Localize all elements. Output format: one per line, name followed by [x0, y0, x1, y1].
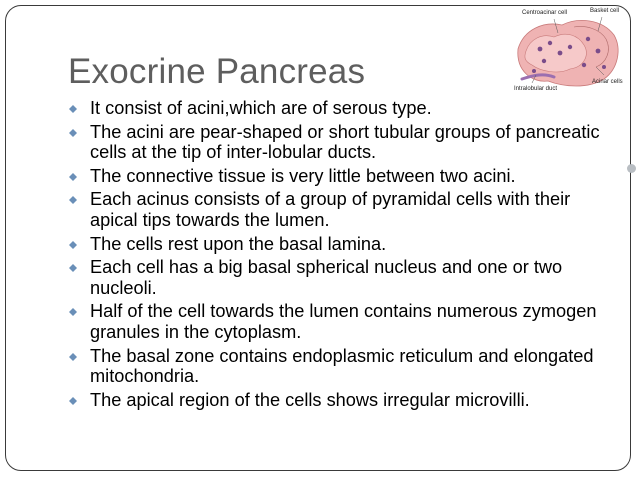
bullet-text: The connective tissue is very little between two acini. — [90, 165, 516, 186]
bullet-item — [68, 98, 608, 119]
diamond-bullet-icon — [69, 241, 77, 249]
diamond-bullet-icon — [69, 173, 77, 181]
bullet-item — [68, 189, 608, 230]
bullet-item — [68, 301, 608, 342]
basket-cell-label: Basket cell — [590, 8, 620, 14]
bullet-list — [68, 98, 608, 413]
centroacinar-cell-label: Centroacinar cell — [522, 10, 568, 16]
bullet-item — [68, 122, 608, 163]
bullet-text: The apical region of the cells shows irregular microvilli. — [90, 389, 530, 410]
acinus-diagram — [514, 9, 624, 93]
bullet-item — [68, 166, 608, 187]
diamond-bullet-icon — [69, 264, 77, 272]
acinar-cells-label: Acinar cells — [592, 79, 623, 85]
bullet-text: Half of the cell towards the lumen contains numerous zymogen granules in the cytoplasm. — [90, 301, 597, 342]
bullet-item — [68, 234, 608, 255]
intralobular-duct-label: Intralobular duct — [514, 86, 558, 92]
diamond-bullet-icon — [69, 129, 77, 137]
diamond-bullet-icon — [69, 397, 77, 405]
bullet-text: Each cell has a big basal spherical nucleus and one or two nucleoli. — [90, 257, 563, 298]
bullet-item — [68, 346, 608, 387]
bullet-text: The basal zone contains endoplasmic reticulum and elongated mitochondria. — [90, 345, 594, 387]
diamond-bullet-icon — [69, 308, 77, 316]
bullet-item — [68, 257, 608, 298]
bullet-text: The acini are pear-shaped or short tubular groups of pancreatic cells at the tip of inter-lobular ducts. — [90, 121, 600, 163]
bullet-text: Each acinus consists of a group of pyramidal cells with their apical tips towards the lumen. — [90, 189, 571, 230]
diamond-bullet-icon — [69, 353, 77, 361]
slide-title: Exocrine Pancreas — [68, 52, 366, 91]
diamond-bullet-icon — [69, 105, 77, 113]
diamond-bullet-icon — [69, 196, 77, 204]
bullet-text: The cells rest upon the basal lamina. — [90, 233, 387, 254]
bullet-item — [68, 390, 608, 411]
bullet-text: It consist of acini,which are of serous type. — [90, 98, 432, 118]
accent-dot — [627, 164, 636, 173]
